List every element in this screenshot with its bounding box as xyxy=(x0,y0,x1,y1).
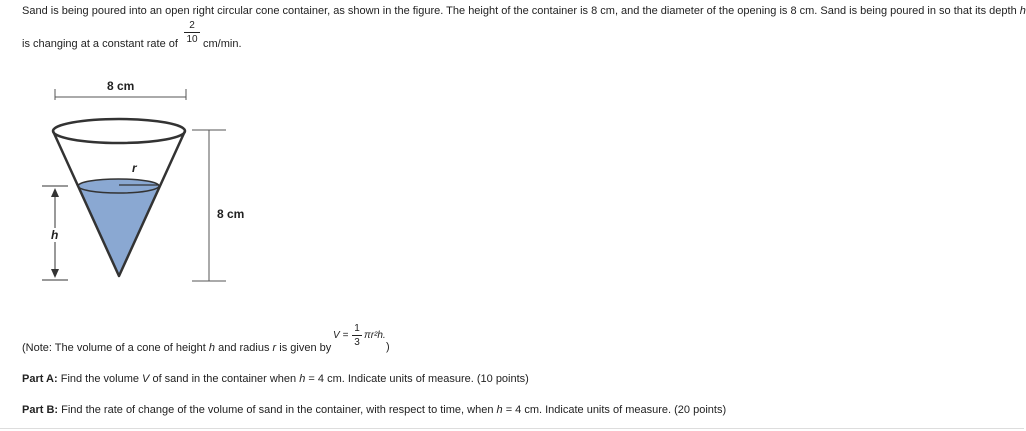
part-a-text1: Find the volume xyxy=(60,373,139,385)
part-a xyxy=(22,373,529,385)
volume-note xyxy=(22,342,331,354)
note-close-paren: ) xyxy=(386,341,390,353)
rate-numerator: 2 xyxy=(189,20,195,31)
part-b-label: Part B: xyxy=(22,404,59,416)
part-a-text2: of sand in the container when xyxy=(152,373,297,385)
formula-bar xyxy=(352,335,362,336)
part-b-text1: Find the rate of change of the volume of sand in the container, with respect to time, when xyxy=(61,404,494,416)
formula-rhs xyxy=(364,330,386,341)
note-var-r: r xyxy=(272,342,277,354)
top-diameter-label: 8 cm xyxy=(107,79,135,93)
cone-figure xyxy=(0,0,300,300)
rate-unit: cm/min. xyxy=(203,38,242,50)
note-prefix: (Note: The volume of a cone of height xyxy=(22,342,206,354)
formula-rhs-text: πr²h. xyxy=(364,330,386,341)
formula-lhs-text: V = xyxy=(333,330,349,341)
problem-text: Sand is being poured into an open right circular cone container, as shown in the figure. The height of the container is 8 cm, and the diameter of the opening is 8 cm. Sand is being poured in so that its depth xyxy=(22,5,1017,17)
part-b xyxy=(22,404,726,416)
sand-fill xyxy=(78,186,159,276)
side-height-label: 8 cm xyxy=(217,207,245,221)
part-a-var-h: h xyxy=(299,373,306,385)
note-middle: and radius xyxy=(218,342,270,354)
part-a-var-v: V xyxy=(142,373,150,385)
note-var-h: h xyxy=(208,342,216,354)
part-b-text2: = 4 cm. Indicate units of measure. (20 points) xyxy=(505,404,727,416)
radius-label: r xyxy=(132,161,137,175)
rate-denominator: 10 xyxy=(186,34,198,45)
part-a-text3: = 4 cm. Indicate units of measure. (10 points) xyxy=(308,373,529,385)
part-a-label: Part A: xyxy=(22,373,58,385)
bottom-divider xyxy=(0,428,1024,429)
part-b-var-h: h xyxy=(496,404,503,416)
note-suffix: is given by xyxy=(279,342,332,354)
formula-lhs xyxy=(333,330,348,341)
depth-label: h xyxy=(51,228,59,242)
rate-prefix: is changing at a constant rate of xyxy=(22,38,178,50)
height-dimension-line xyxy=(192,130,226,281)
cone-opening xyxy=(53,119,185,143)
sand-surface xyxy=(78,179,159,193)
variable-h: h xyxy=(1019,5,1026,17)
formula-denominator: 3 xyxy=(354,337,360,348)
formula-fraction xyxy=(352,323,362,348)
formula-numerator: 1 xyxy=(354,323,360,334)
